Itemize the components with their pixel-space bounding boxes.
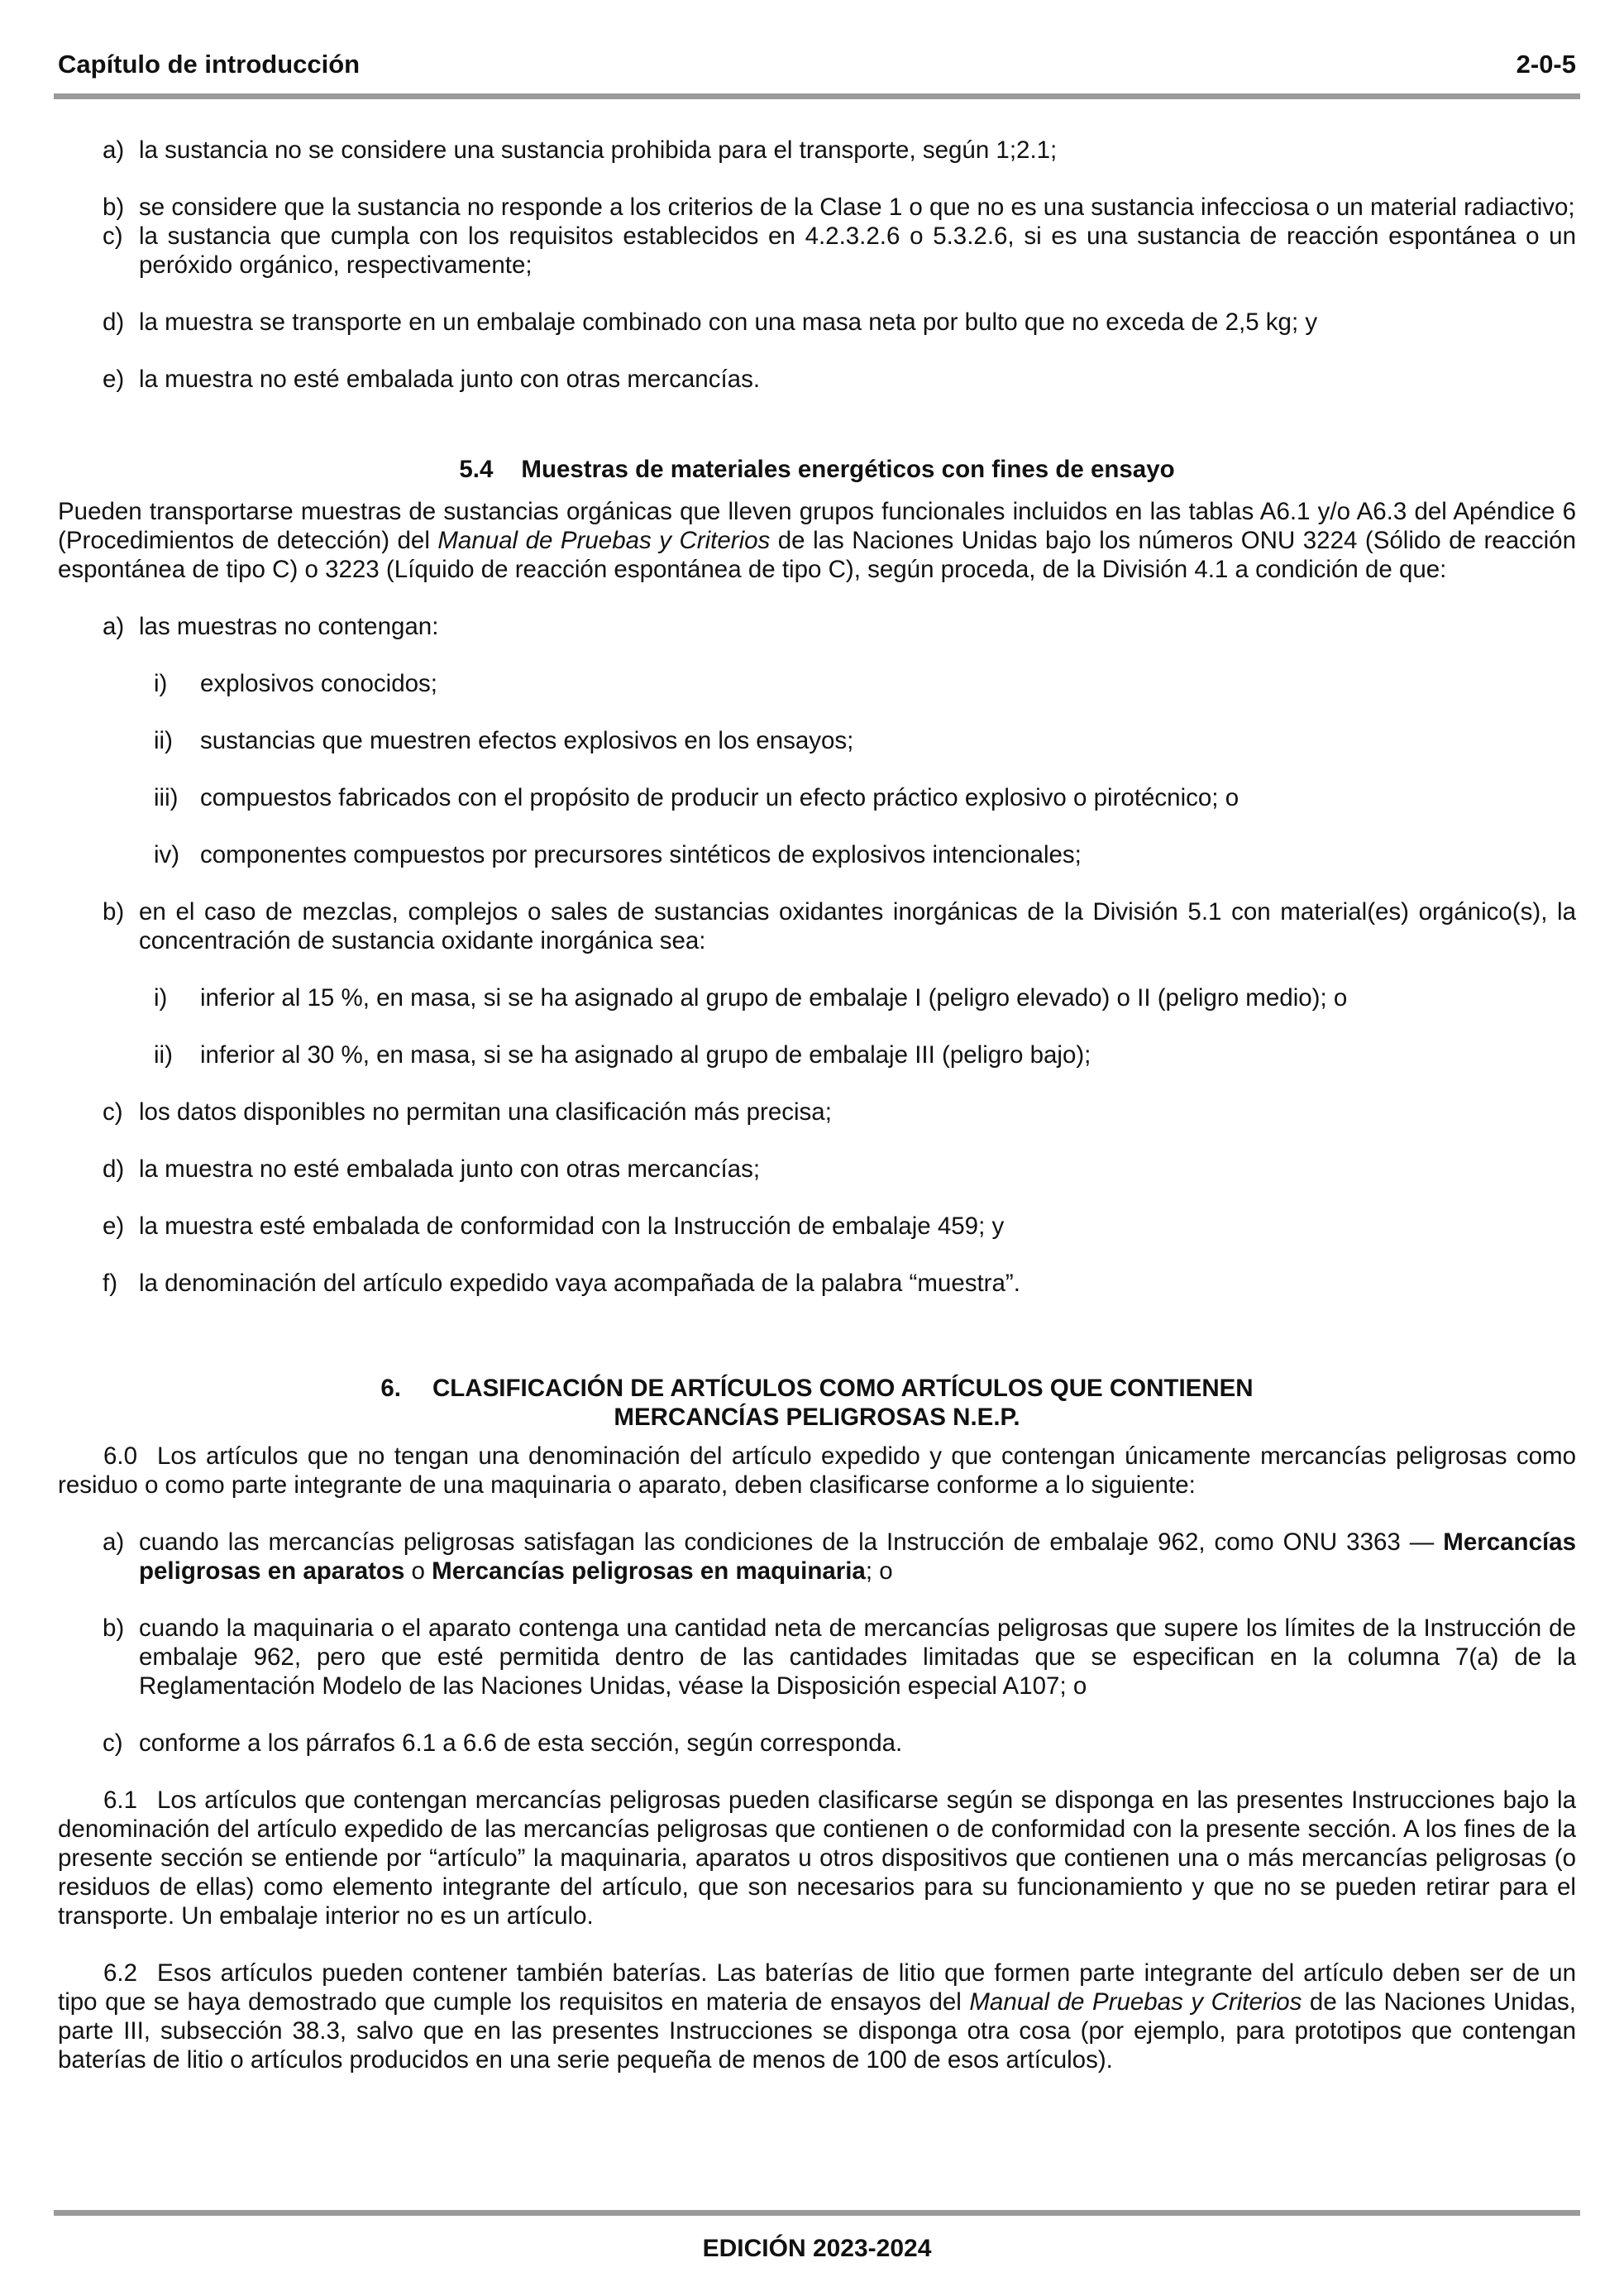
page-content xyxy=(58,136,1576,2074)
list-item: b) se considere que la sustancia no responde a los criterios de la Clase 1 o que no es una sustancia infecciosa o un material radiactivo; xyxy=(103,194,1575,221)
list-item: a) la sustancia no se considere una sustancia prohibida para el transporte, según 1;2.1; xyxy=(103,136,1058,164)
document-page xyxy=(58,0,1576,2296)
header-divider xyxy=(54,93,1580,99)
list-item: d) la muestra se transporte en un embalaje combinado con una masa neta por bulto que no exceda de 2,5 kg; y xyxy=(103,309,1318,336)
section-5-4-intro: Pueden transportarse muestras de sustancias orgánicas que lleven grupos funcionales incluidos en las tablas A6.1 y/o A6.3 del Apéndice 6 (Procedimientos de detección) del Manual de Pruebas y Criterios de las Naciones Unidas bajo los números ONU 3224 (Sólido de reacción espontánea de tipo C) o 3223 (Líquido de reacción espontánea de tipo C), según proceda, de la División 4.1 a condición de que: xyxy=(58,498,1576,583)
list-item: a) cuando las mercancías peligrosas satisfagan las condiciones de la Instrucción de embalaje 962, como ONU 3363 — Mercancías peligrosas en aparatos o Mercancías peligrosas en maquinaria; o xyxy=(103,1528,1576,1585)
sub-list-item: iv) componentes compuestos por precursores sintéticos de explosivos intencionales; xyxy=(154,841,1082,868)
sub-list-item: ii) sustancias que muestren efectos explosivos en los ensayos; xyxy=(154,727,854,754)
list-item: e) la muestra esté embalada de conformidad con la Instrucción de embalaje 459; y xyxy=(103,1213,1005,1240)
list-item: e) la muestra no esté embalada junto con otras mercancías. xyxy=(103,366,761,393)
page-number: 2-0-5 xyxy=(1516,50,1576,79)
list-item: b) en el caso de mezclas, complejos o sales de sustancias oxidantes inorgánicas de la División 5.1 con material(es) orgánico(s), la concentración de sustancia oxidante inorgánica sea: xyxy=(103,898,1576,954)
list-item: c) la sustancia que cumpla con los requisitos establecidos en 4.2.3.2.6 o 5.3.2.6, si es una sustancia de reacción espontánea o un peróxido orgánico, respectivamente; xyxy=(103,222,1576,279)
sub-list-item: i) inferior al 15 %, en masa, si se ha asignado al grupo de embalaje I (peligro elevado) o II (peligro medio); o xyxy=(154,984,1348,1012)
list-item: c) los datos disponibles no permitan una clasificación más precisa; xyxy=(103,1098,832,1126)
footer-divider xyxy=(54,2210,1580,2216)
list-item: b) cuando la maquinaria o el aparato contenga una cantidad neta de mercancías peligrosas que supere los límites de la Instrucción de embalaje 962, pero que esté permitida dentro de las cantidades limitadas que se especifican en la columna 7(a) de la Reglamentación Modelo de las Naciones Unidas, véase la Disposición especial A107; o xyxy=(103,1614,1576,1700)
list-item: a) las muestras no contengan: xyxy=(103,613,439,640)
paragraph-6-0: 6.0 Los artículos que no tengan una denominación del artículo expedido y que contengan únicamente mercancías peligrosas como residuo o como parte integrante de una maquinaria o aparato, deben clasificarse conforme a lo siguiente: xyxy=(58,1442,1576,1499)
paragraph-6-1: 6.1 Los artículos que contengan mercancías peligrosas pueden clasificarse según se disponga en las presentes Instrucciones bajo la denominación del artículo expedido de las mercancías peligrosas que contienen o de conformidad con la presente sección. A los fines de la presente sección se entiende por “artículo” la maquinaria, aparatos u otros dispositivos que contienen una o más mercancías peligrosas (o residuos de ellas) como elemento integrante del artículo, que son necesarios para su funcionamiento y que no se pueden retirar para el transporte. Un embalaje interior no es un artículo. xyxy=(58,1787,1576,1930)
sub-list-item: iii) compuestos fabricados con el propósito de producir un efecto práctico explosivo o pirotécnico; o xyxy=(154,784,1239,811)
list-item: c) conforme a los párrafos 6.1 a 6.6 de esta sección, según corresponda. xyxy=(103,1729,903,1757)
section-5-4-heading: 5.4 Muestras de materiales energéticos con fines de ensayo xyxy=(459,456,1175,483)
paragraph-6-2: 6.2 Esos artículos pueden contener también baterías. Las baterías de litio que formen parte integrante del artículo deben ser de un tipo que se haya demostrado que cumple los requisitos en materia de ensayos del Manual de Pruebas y Criterios de las Naciones Unidas, parte III, subsección 38.3, salvo que en las presentes Instrucciones se disponga otra cosa (por ejemplo, para prototipos que contengan baterías de litio o artículos producidos en una serie pequeña de menos de 100 de esos artículos). xyxy=(58,1959,1576,2074)
chapter-title: Capítulo de introducción xyxy=(58,50,361,79)
list-item: f) la denominación del artículo expedido vaya acompañada de la palabra “muestra”. xyxy=(103,1270,1020,1297)
page-header xyxy=(58,50,1576,79)
list-item: d) la muestra no esté embalada junto con otras mercancías; xyxy=(103,1155,761,1183)
edition-footer: EDICIÓN 2023-2024 xyxy=(702,2235,932,2262)
sub-list-item: ii) inferior al 30 %, en masa, si se ha asignado al grupo de embalaje III (peligro bajo); xyxy=(154,1041,1091,1069)
sub-list-item: i) explosivos conocidos; xyxy=(154,670,437,697)
section-6-heading: 6. CLASIFICACIÓN DE ARTÍCULOS COMO ARTÍCULOS QUE CONTIENEN MERCANCÍAS PELIGROSAS N.E.P. xyxy=(380,1375,1254,1431)
